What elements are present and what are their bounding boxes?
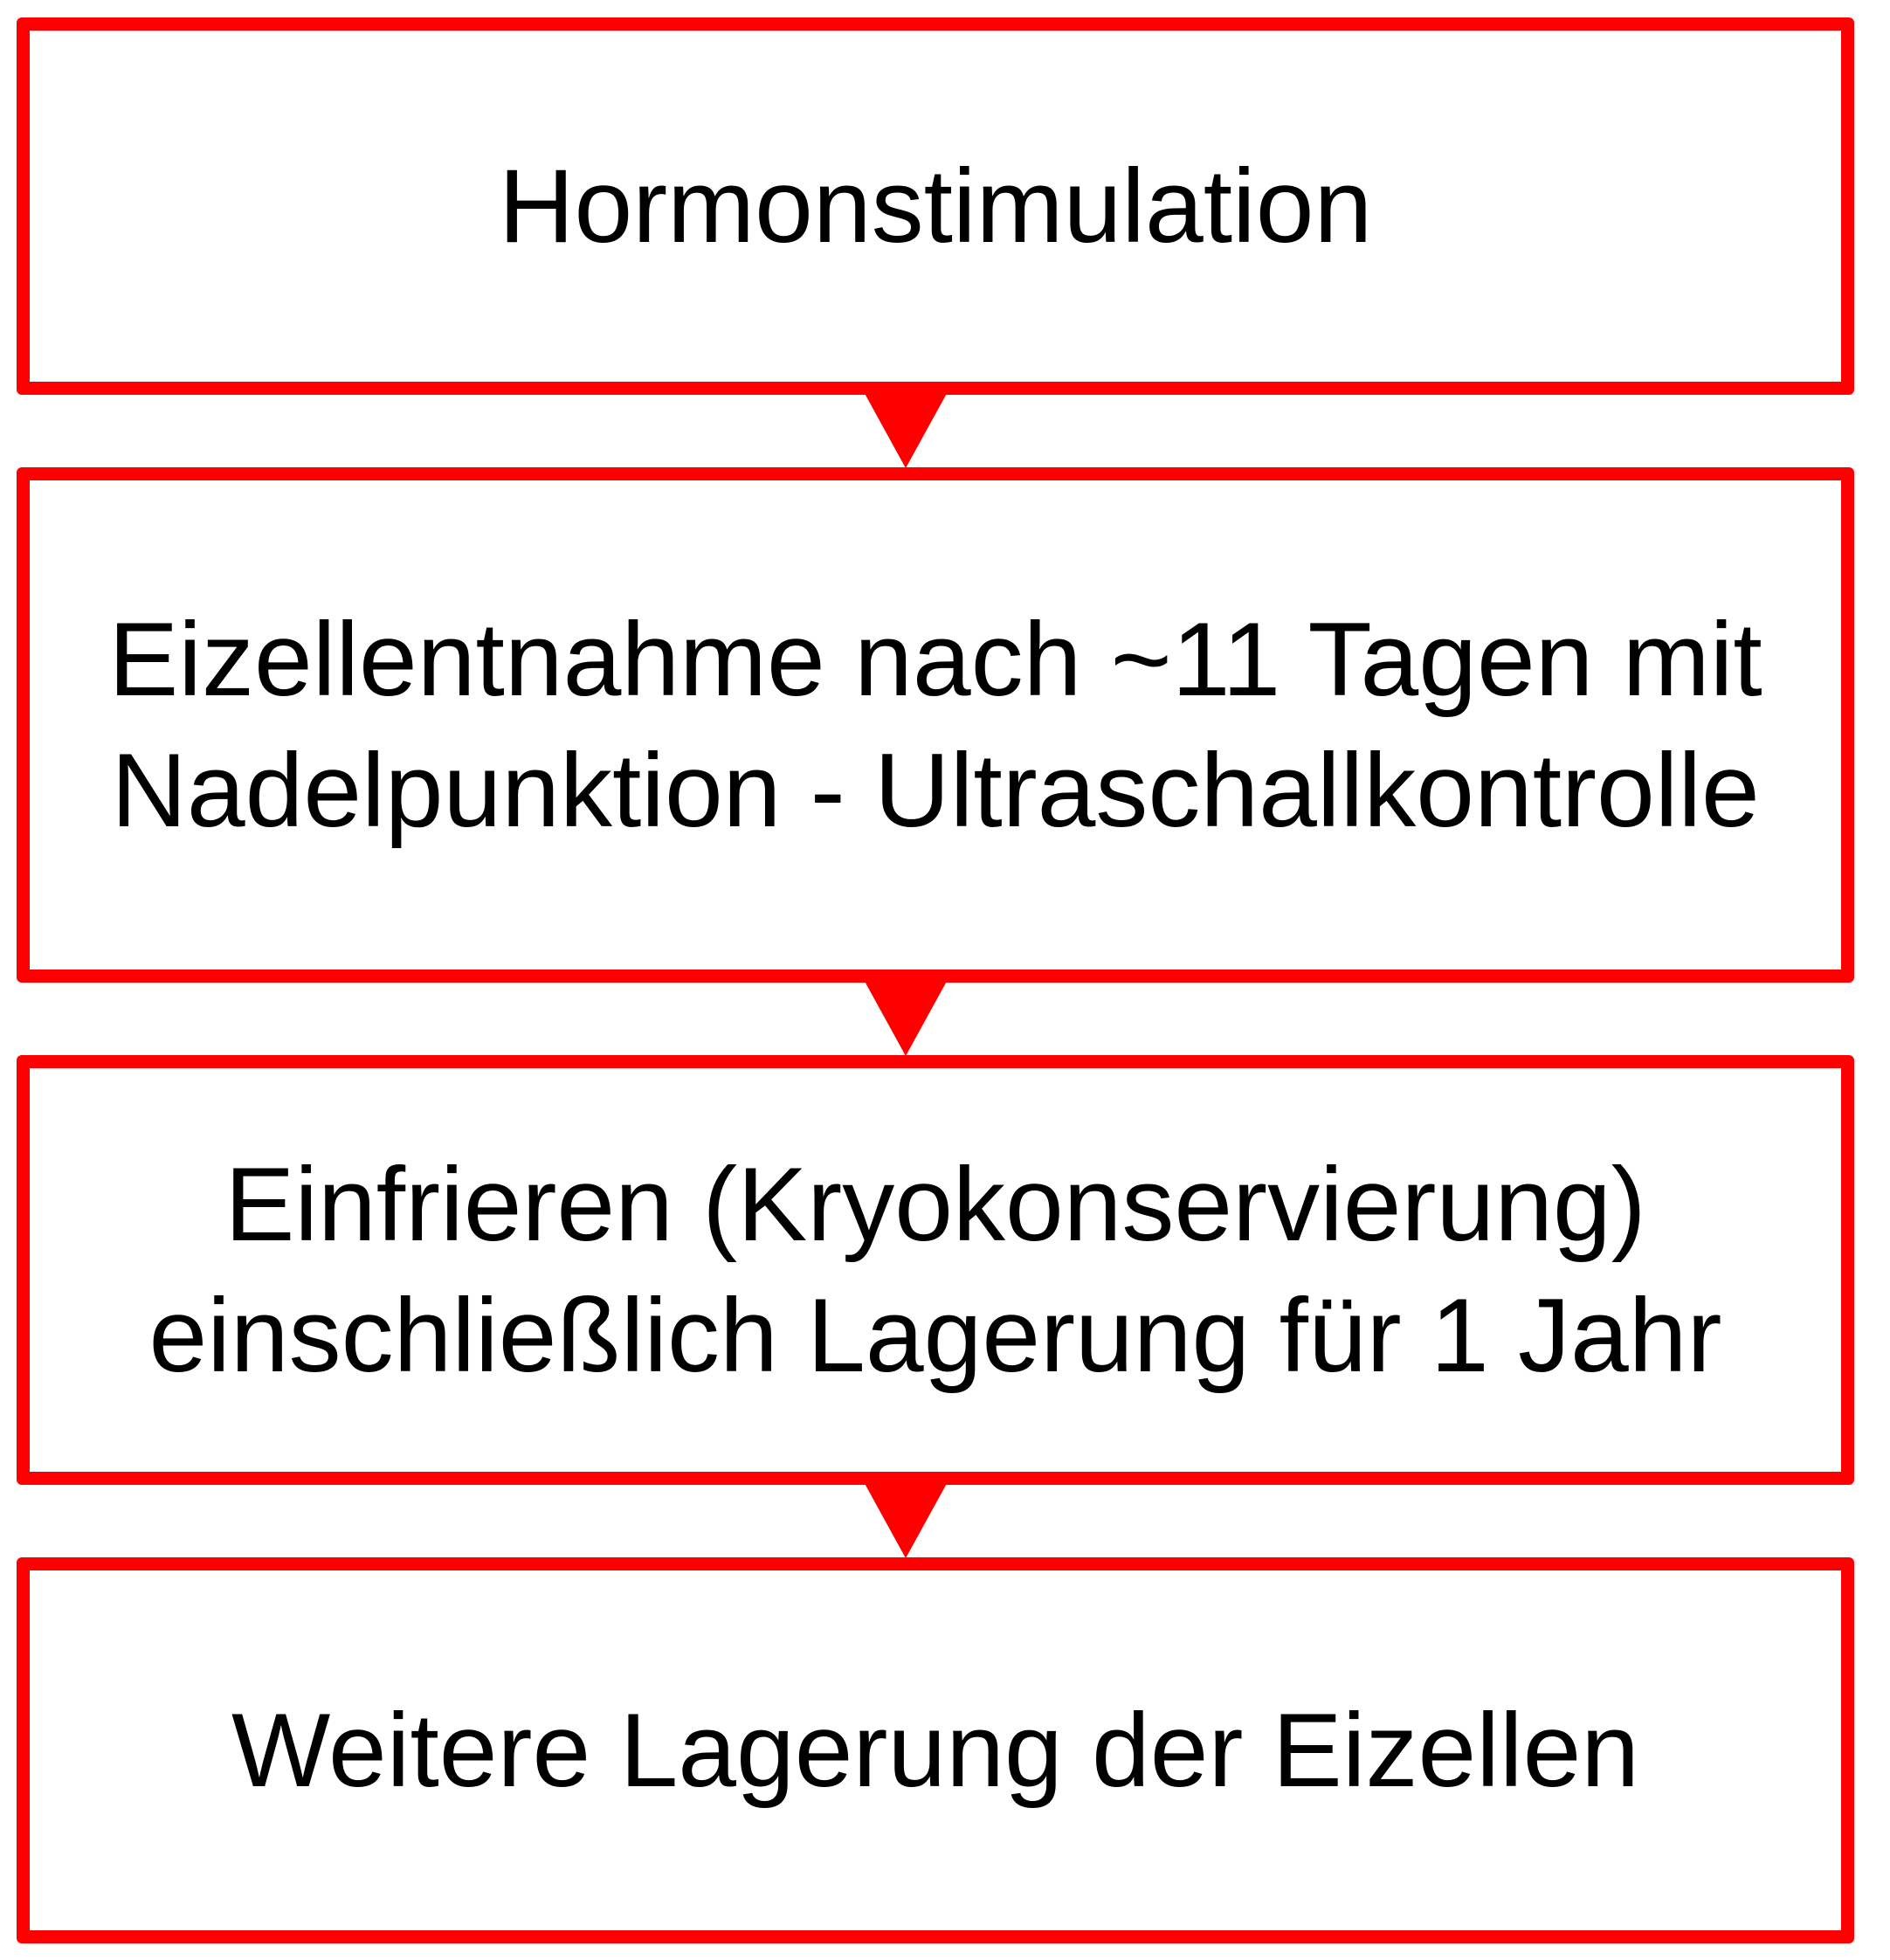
step-label: Einfrieren (Kryokonservierung) einschließlich Lagerung für 1 Jahr: [148, 1146, 1722, 1394]
down-arrow-icon: [862, 977, 949, 1056]
step-box-eizellentnahme: [17, 467, 1854, 983]
step-label: Weitere Lagerung der Eizellen: [231, 1692, 1640, 1809]
step-box-hormonstimulation: [17, 17, 1854, 395]
step-box-einfrieren: [17, 1055, 1854, 1485]
step-box-weitere-lagerung: [17, 1557, 1854, 1943]
step-label: Hormonstimulation: [498, 148, 1373, 265]
down-arrow-icon: [862, 1479, 949, 1558]
step-label: Eizellentnahme nach ~11 Tagen mit Nadelpunktion - Ultraschallkontrolle: [108, 601, 1762, 849]
down-arrow-icon: [862, 389, 949, 468]
